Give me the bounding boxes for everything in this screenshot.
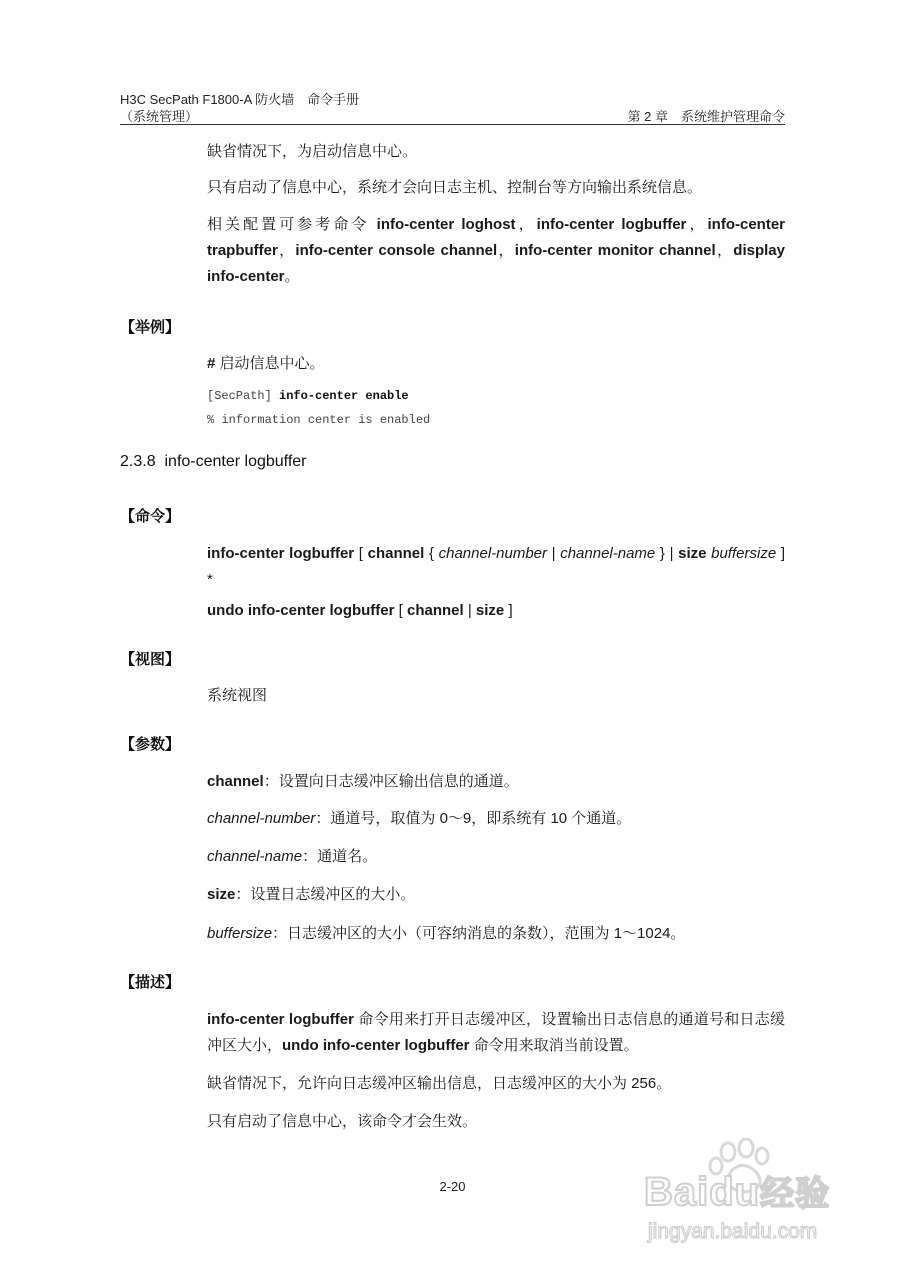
cli-command: info-center enable	[279, 389, 409, 403]
related-commands-paragraph	[207, 212, 785, 290]
section-title: info-center logbuffer	[164, 453, 307, 470]
desc-text: 命令用来打开日志缓冲区，设置输出日志信息的通道号和日志缓冲区大小，	[207, 1011, 786, 1054]
desc-keyword: undo info-center logbuffer	[282, 1037, 470, 1054]
syntax-keyword: undo info-center logbuffer	[207, 602, 395, 619]
view-text: 系统视图	[207, 687, 268, 704]
separator: ，	[277, 242, 296, 259]
view-heading: 【视图】	[120, 651, 181, 668]
hash-mark: #	[207, 355, 216, 372]
syntax-keyword: info-center logbuffer	[207, 545, 355, 562]
undo-command-syntax	[207, 598, 785, 624]
param-desc: ：设置日志缓冲区的大小。	[235, 886, 416, 903]
param-channel-number	[207, 806, 785, 832]
syntax-keyword: size	[475, 602, 505, 619]
separator: ，	[497, 242, 515, 259]
separator: ，	[715, 242, 734, 259]
syntax-keyword: channel	[407, 602, 464, 619]
syntax-bracket: [	[394, 602, 407, 619]
param-name: channel-number	[207, 810, 316, 827]
param-desc: ：日志缓冲区的大小（可容纳消息的条数），范围为 1～1024。	[272, 925, 686, 942]
related-cmd-console: info-center console channel	[295, 242, 498, 259]
related-prefix: 相关配置可参考命令	[207, 216, 377, 233]
separator: ，	[515, 216, 537, 233]
syntax-keyword: channel	[367, 545, 425, 562]
syntax-argument: channel-name	[560, 545, 656, 562]
param-channel-name	[207, 844, 785, 870]
page-number: 2-20	[439, 1179, 466, 1194]
syntax-bracket: ] *	[207, 545, 785, 588]
desc-text: 命令用来取消当前设置。	[469, 1037, 639, 1054]
related-cmd-loghost: info-center loghost	[376, 216, 516, 233]
related-cmd-trapbuffer: info-center trapbuffer	[207, 216, 786, 259]
syntax-pipe: |	[463, 602, 476, 619]
example-desc-text: 启动信息中心。	[215, 355, 325, 372]
doc-subtitle: （系统管理）	[120, 109, 199, 124]
related-cmd-logbuffer: info-center logbuffer	[536, 216, 687, 233]
baidu-jingyan-watermark	[640, 1138, 850, 1258]
description-requirement: 只有启动了信息中心，该命令才会生效。	[207, 1113, 478, 1130]
watermark-jingyan: 经验	[760, 1175, 831, 1213]
param-desc: ：通道名。	[302, 848, 378, 865]
param-channel	[207, 769, 785, 795]
description-heading: 【描述】	[120, 974, 181, 991]
example-description	[207, 351, 785, 377]
description-default: 缺省情况下，允许向日志缓冲区输出信息，日志缓冲区的大小为 256。	[207, 1075, 672, 1092]
watermark-brand	[644, 1166, 830, 1215]
description-paragraph	[207, 1007, 785, 1059]
syntax-keyword: size	[678, 545, 707, 562]
params-heading: 【参数】	[120, 736, 181, 753]
syntax-brace: } |	[655, 545, 679, 562]
section-heading	[120, 453, 307, 471]
syntax-argument: buffersize	[711, 545, 777, 562]
watermark-bai: Bai	[644, 1170, 710, 1214]
param-name: size	[207, 886, 236, 903]
watermark-du: du	[709, 1170, 761, 1214]
period: 。	[284, 268, 300, 285]
param-desc: ：通道号，取值为 0～9，即系统有 10 个通道。	[315, 810, 632, 827]
syntax-brace: {	[424, 545, 439, 562]
default-paragraph: 缺省情况下，为启动信息中心。	[207, 143, 418, 160]
param-name: buffersize	[207, 925, 273, 942]
syntax-argument: channel-number	[438, 545, 548, 562]
param-desc: ：设置向日志缓冲区输出信息的通道。	[263, 773, 519, 790]
param-name: channel-name	[207, 848, 303, 865]
example-heading: 【举例】	[120, 319, 181, 336]
related-cmd-display: display info-center	[207, 242, 785, 285]
section-number: 2.3.8	[120, 453, 156, 470]
header-rule	[120, 124, 785, 125]
param-size	[207, 882, 785, 908]
command-heading: 【命令】	[120, 508, 181, 525]
cli-prompt: [SecPath]	[207, 389, 280, 403]
param-buffersize	[207, 921, 785, 947]
syntax-pipe: |	[547, 545, 561, 562]
param-name: channel	[207, 773, 264, 790]
example-command-line	[207, 389, 409, 403]
command-syntax	[207, 541, 785, 593]
watermark-url: jingyan.baidu.com	[648, 1220, 818, 1243]
desc-keyword: info-center logbuffer	[207, 1011, 354, 1028]
chapter-label: 第 2 章 系统维护管理命令	[627, 109, 785, 124]
requirement-paragraph: 只有启动了信息中心，系统才会向日志主机、控制台等方向输出系统信息。	[207, 179, 703, 196]
syntax-bracket: ]	[504, 602, 513, 619]
syntax-bracket: [	[354, 545, 368, 562]
related-cmd-monitor: info-center monitor channel	[514, 242, 716, 259]
example-output-line: % information center is enabled	[207, 413, 431, 427]
separator: ，	[686, 216, 708, 233]
doc-title: H3C SecPath F1800-A 防火墙 命令手册	[120, 92, 360, 107]
